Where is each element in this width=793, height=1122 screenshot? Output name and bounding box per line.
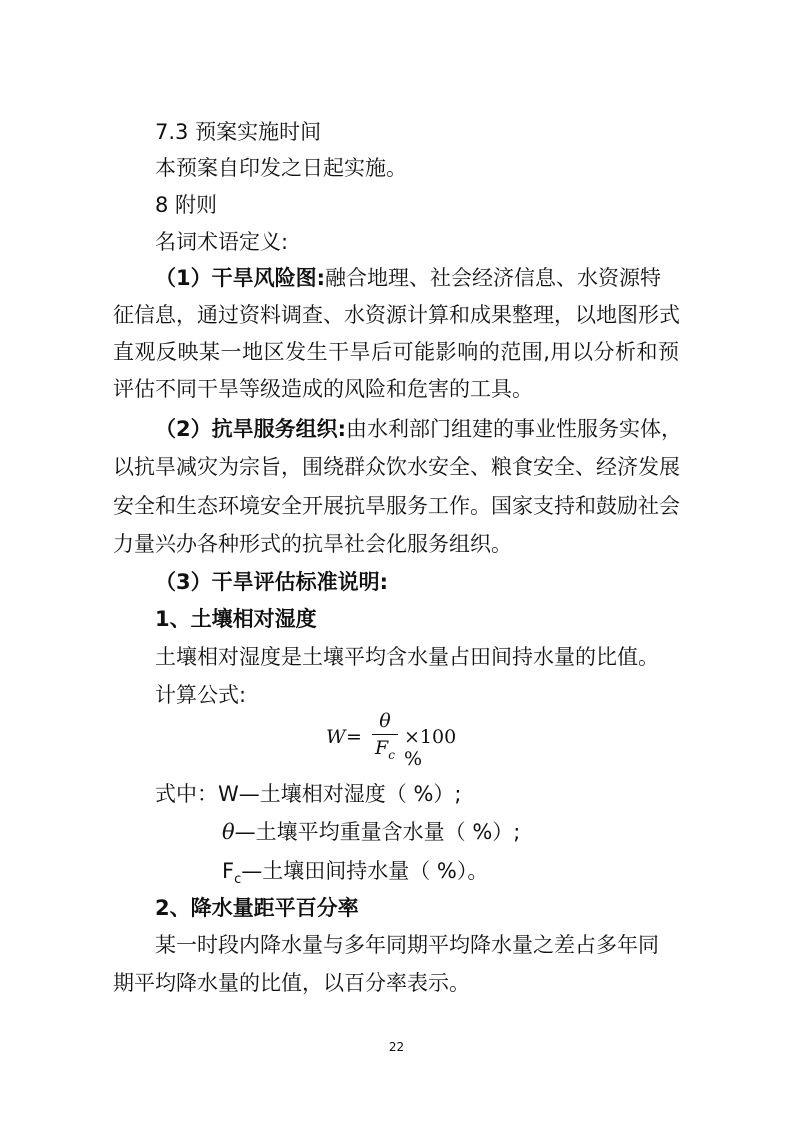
term-2-line-3: 安全和生态环境安全开展抗旱服务工作。国家支持和鼓励社会	[113, 494, 680, 518]
where-line-3: $F_c—$土壤田间持水量（ %）。	[222, 859, 489, 888]
term-2-line-2: 以抗旱减灾为宗旨，围绕群众饮水安全、粮食安全、经济发展	[113, 455, 680, 479]
term-1-line-4: 评估不同干旱等级造成的风险和危害的工具。	[113, 377, 533, 401]
term-1-heading: （1）干旱风险图:	[155, 266, 326, 290]
subsection-2-line-1: 某一时段内降水量与多年同期平均降水量之差占多年同	[155, 933, 659, 957]
formula-fraction	[370, 710, 400, 762]
subsection-2-heading: 2、降水量距平百分率	[155, 896, 359, 920]
subsection-1-text: 土壤相对湿度是土壤平均含水量占田间持水量的比值。	[155, 645, 659, 669]
page-number: 22	[388, 1040, 405, 1054]
formula-numerator: θ	[379, 710, 391, 732]
where-line-1: 式中：W—土壤相对湿度（ %）;	[155, 782, 462, 806]
formula-equals: =	[346, 726, 362, 748]
term-1-text: 融合地理、社会经济信息、水资源特	[325, 266, 662, 290]
formula-label: 计算公式:	[155, 683, 247, 707]
subsection-2-line-2: 期平均降水量的比值，以百分率表示。	[113, 971, 470, 995]
formula-denominator: $F_c$	[375, 737, 395, 762]
formula-multiplier: ×100 %	[404, 726, 457, 770]
term-2-first-line	[155, 414, 682, 444]
section-7-3-heading: 7.3 预案实施时间	[155, 120, 322, 144]
formula-lhs: W	[326, 726, 346, 748]
where-line-2: θ—土壤平均重量含水量（ %）;	[222, 820, 521, 844]
subsection-1-heading: 1、土壤相对湿度	[155, 607, 317, 631]
terms-intro: 名词术语定义:	[155, 230, 289, 254]
term-2-heading: （2）抗旱服务组织:	[155, 417, 347, 441]
theta-symbol: θ	[222, 820, 235, 844]
term-3-heading: （3）干旱评估标准说明:	[155, 570, 389, 594]
term-1-first-line	[155, 263, 661, 293]
fc-symbol: F	[222, 859, 235, 883]
relative-humidity-formula	[326, 710, 476, 770]
term-1-line-2: 征信息，通过资料调查、水资源计算和成果整理，以地图形式	[113, 303, 680, 327]
section-7-3-body: 本预案自印发之日起实施。	[155, 156, 407, 180]
section-8-heading: 8 附则	[155, 193, 218, 217]
term-1-line-3: 直观反映某一地区发生干旱后可能影响的范围,用以分析和预	[113, 340, 679, 364]
term-2-line-4: 力量兴办各种形式的抗旱社会化服务组织。	[113, 532, 512, 556]
term-2-text: 由水利部门组建的事业性服务实体，	[346, 417, 683, 441]
